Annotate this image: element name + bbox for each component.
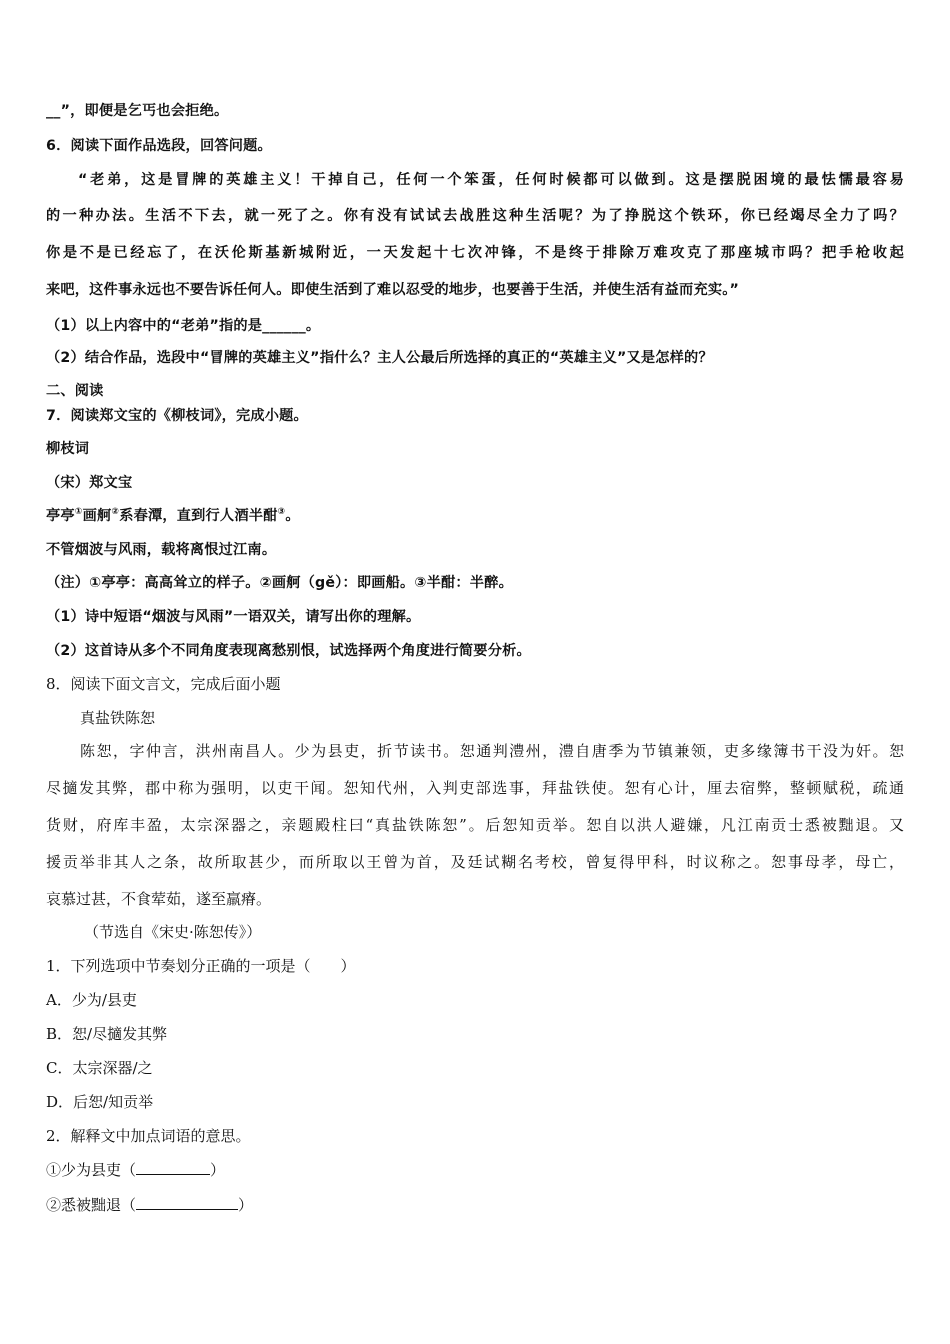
q8-passage-line-4: 援贡举非其人之条，故所取甚少，而所取以王曾为首，及廷试糊名考校，曾复得甲科，时议称之。恕事母孝，母亡， [46,853,904,871]
item-text: ②悉被黜退（ [46,1196,137,1214]
q8-passage-heading: 真盐铁陈恕 [80,709,156,727]
question-7-title: 7．阅读郑文宝的《柳枝词》，完成小题。 [46,408,308,424]
poem-title: 柳枝词 [46,441,90,457]
q6-subquestion-2: （2）结合作品，选段中“冒牌的英雄主义”指什么？主人公最后所选择的真正的“英雄主义”又是怎样的？ [46,350,713,366]
q8-passage-line-1: 陈恕，字仲言，洪州南昌人。少为县吏，折节读书。恕通判澧州，澧自唐季为节镇兼领，吏多缘簿书干没为奸。恕 [80,742,904,760]
question-6-title: 6．阅读下面作品选段，回答问题。 [46,138,272,154]
subquestion-2-item-1 [46,1160,225,1180]
question-8-title: 8．阅读下面文言文，完成后面小题 [46,675,281,693]
item-text: ①少为县吏（ [46,1161,137,1179]
q8-passage-line-2: 尽擿发其弊，郡中称为强明，以吏干闻。恕知代州，入判吏部选事，拜盐铁使。恕有心计，厘去宿弊，整顿赋税，疏通 [46,779,904,797]
poem-text: 系春潭，直到行人酒半酣 [119,508,278,524]
option-b: B．恕/尽擿发其弊 [46,1025,168,1043]
q8-passage-line-5: 哀慕过甚，不食荤茹，遂至羸瘠。 [46,890,272,908]
poem-text: 亭亭 [46,508,75,524]
option-c: C．太宗深器/之 [46,1059,153,1077]
poem-line-2: 不管烟波与风雨，载将离恨过江南。 [46,542,277,558]
footnote-marker-3: ③ [277,507,286,517]
poem-annotation: （注）①亭亭：高高耸立的样子。②画舸（gě）：即画船。③半酣：半醉。 [46,575,513,591]
subquestion-2-item-2 [46,1195,253,1215]
option-d: D．后恕/知贡举 [46,1093,154,1111]
q6-passage-line-4: 来吧，这件事永远也不要告诉任何人。即使生活到了难以忍受的地步，也要善于生活，并使生活有益而充实。” [46,282,740,298]
item-text: ） [210,1161,226,1179]
q8-passage-line-3: 货财，府库丰盈，太宗深器之，亲题殿柱曰“真盐铁陈恕”。后恕知贡举。恕自以洪人避嫌，凡江南贡士悉被黜退。又 [46,816,904,834]
poem-text: 。 [285,508,300,524]
q6-passage-line-2: 的一种办法。生活不下去，就一死了之。你有没有试试去战胜这种生活呢？为了挣脱这个铁环，你已经竭尽全力了吗？ [46,208,904,224]
q6-passage-line-3: 你是不是已经忘了，在沃伦斯基新城附近，一天发起十七次冲锋，不是终于排除万难攻克了那座城市吗？把手枪收起 [46,245,904,261]
poem-author: （宋）郑文宝 [46,475,133,491]
subquestion-1: 1．下列选项中节奏划分正确的一项是（ ） [46,957,356,975]
option-a: A．少为/县吏 [46,991,137,1009]
q7-subquestion-1: （1）诗中短语“烟波与风雨”一语双关，请写出你的理解。 [46,609,421,625]
q6-subquestion-1: （1）以上内容中的“老弟”指的是______。 [46,318,321,334]
footnote-marker-2: ② [111,507,120,517]
q6-passage-line-1: “老弟，这是冒牌的英雄主义！干掉自己，任何一个笨蛋，任何时候都可以做到。这是摆脱困境的最怯懦最容易 [78,172,904,188]
section-2-heading: 二、阅读 [46,383,104,399]
item-text: ） [238,1196,254,1214]
q7-subquestion-2: （2）这首诗从多个不同角度表现离愁别恨，试选择两个角度进行简要分析。 [46,643,531,659]
answer-blank [136,1195,238,1210]
answer-blank [136,1160,210,1175]
footnote-marker-1: ① [74,507,83,517]
poem-text: 画舸 [82,508,112,524]
poem-line-1 [46,506,300,526]
q8-source: （节选自《宋史·陈恕传》） [84,923,262,941]
subquestion-2: 2．解释文中加点词语的意思。 [46,1127,251,1145]
prev-answer-fragment: __”，即便是乞丐也会拒绝。 [46,103,229,119]
